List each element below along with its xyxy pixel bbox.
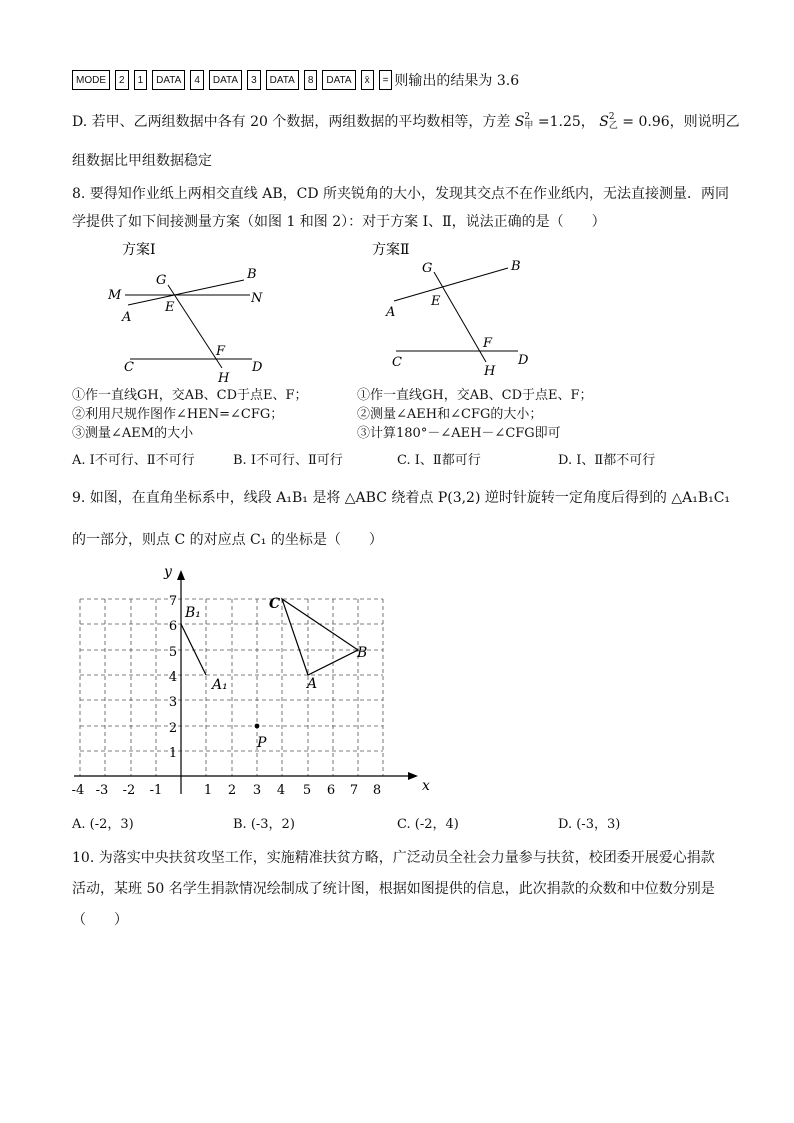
q9-stem-line2: 的一部分，则点 C 的对应点 C₁ 的坐标是（ ）	[72, 532, 383, 548]
calc-key: =	[379, 70, 393, 90]
label-e: E	[165, 300, 175, 315]
variance-value: = 0.96，则说明乙	[622, 114, 740, 130]
calc-key: DATA	[322, 70, 355, 90]
x-tick-label: 3	[252, 783, 262, 798]
option-text: 若甲、乙两组数据中各有 20 个数据，两组数据的平均数相等，方差	[91, 114, 511, 130]
calc-key: 1	[134, 70, 148, 90]
y-axis-label: y	[164, 564, 172, 580]
y-axis-arrow	[177, 570, 185, 580]
label-a: A	[307, 676, 318, 692]
plan2-step: ②测量∠AEH和∠CFG的大小；	[357, 407, 543, 422]
label-b: B	[247, 267, 257, 282]
line-gh	[434, 272, 486, 362]
y-tick-label: 1	[168, 746, 178, 761]
x-tick-label: 2	[227, 783, 237, 798]
label-a1: A₁	[212, 677, 228, 693]
calc-key: 4	[190, 70, 204, 90]
point-p	[255, 724, 260, 729]
label-d: D	[518, 353, 529, 368]
label-n: N	[251, 291, 263, 306]
x-tick-label: 8	[372, 783, 382, 798]
q7-option-d: D. 若甲、乙两组数据中各有 20 个数据，两组数据的平均数相等，方差 S 2 甲 =1.25， S 2 乙 = 0.96，则说明乙	[72, 112, 740, 131]
segment-a1b1	[181, 624, 206, 675]
y-tick-label: 5	[168, 645, 178, 660]
calc-key: 3	[247, 70, 261, 90]
label-c: C	[269, 596, 281, 612]
x-tick-label: -4	[71, 783, 85, 798]
label-a: A	[386, 305, 396, 320]
coordinate-graph	[60, 556, 450, 800]
line-ab	[128, 280, 244, 305]
label-a: A	[122, 310, 132, 325]
plan1-diagram	[100, 238, 290, 386]
q10-stem-line3: （ ）	[72, 912, 128, 928]
x-tick-label: 1	[203, 783, 213, 798]
plan1-step: ①作一直线GH，交AB、CD于点E、F；	[72, 388, 308, 403]
q9-option-d: D. (-3，3)	[558, 817, 621, 832]
label-h: H	[218, 371, 230, 386]
x-tick-label: 6	[326, 783, 336, 798]
plan1-steps	[72, 386, 308, 443]
triangle-abc	[282, 599, 358, 675]
plan2-step: ③计算180°－∠AEH－∠CFG即可	[357, 426, 561, 441]
y-tick-label: 7	[168, 594, 178, 609]
q8-option-b: B. Ⅰ不可行、Ⅱ可行	[233, 453, 343, 468]
calc-key: DATA	[152, 70, 185, 90]
plan2-diagram	[370, 238, 560, 386]
calc-key: MODE	[72, 70, 110, 90]
y-tick-label: 2	[168, 721, 178, 736]
grid-lines	[80, 599, 383, 776]
x-tick-label: 5	[302, 783, 312, 798]
plan1-title: 方案Ⅰ	[122, 242, 156, 258]
label-p: P	[257, 735, 267, 751]
subscript-jia: 甲	[524, 121, 534, 131]
variance-symbol: S	[514, 114, 525, 130]
label-g: G	[156, 273, 167, 288]
calc-result-text: 则输出的结果为 3.6	[394, 73, 520, 89]
q8-option-d: D. Ⅰ、Ⅱ都不可行	[558, 453, 656, 468]
x-tick-label: -3	[95, 783, 109, 798]
plan2-steps	[357, 386, 593, 443]
q8-stem-line2: 学提供了如下间接测量方案（如图 1 和图 2）：对于方案 Ⅰ、Ⅱ，说法正确的是（ ）	[72, 214, 606, 230]
q10-stem-line1: 10. 为落实中央扶贫攻坚工作，实施精准扶贫方略，广泛动员全社会力量参与扶贫，校团委开展爱心捐款	[72, 850, 715, 866]
label-h: H	[484, 364, 496, 379]
variance-value: =1.25，	[537, 114, 595, 130]
q9-stem-line1: 9. 如图，在直角坐标系中，线段 A₁B₁ 是将 △ABC 绕着点 P(3,2) 逆时针旋转一定角度后得到的 △A₁B₁C₁	[72, 490, 731, 506]
line-gh	[168, 285, 222, 368]
q9-option-b: B. (-3，2)	[233, 817, 295, 832]
label-b1: B₁	[185, 605, 201, 621]
calc-key: DATA	[209, 70, 242, 90]
calc-key: 8	[304, 70, 318, 90]
x-tick-label: -2	[122, 783, 136, 798]
label-e: E	[431, 294, 441, 309]
plan2-step: ①作一直线GH，交AB、CD于点E、F；	[357, 388, 593, 403]
q9-option-c: C. (-2，4)	[397, 817, 459, 832]
y-tick-label: 4	[168, 670, 178, 685]
x-tick-label: -1	[149, 783, 163, 798]
q10-stem-line2: 活动，某班 50 名学生捐款情况绘制成了统计图，根据如图提供的信息，此次捐款的众数和中位数分别是	[72, 881, 715, 897]
label-d: D	[252, 360, 263, 375]
x-axis-label: x	[422, 778, 430, 794]
y-tick-label: 3	[168, 695, 178, 710]
label-b: B	[357, 645, 368, 661]
label-b: B	[511, 259, 521, 274]
calc-key: x̄	[361, 70, 374, 90]
calc-key: 2	[115, 70, 129, 90]
label-f: F	[216, 344, 226, 359]
plan2-title: 方案Ⅱ	[372, 242, 410, 258]
x-axis-arrow	[408, 772, 418, 780]
q9-option-a: A. (-2，3)	[72, 817, 134, 832]
label-m: M	[108, 288, 122, 303]
y-tick-label: 6	[168, 619, 178, 634]
q8-option-a: A. Ⅰ不可行、Ⅱ不可行	[72, 453, 195, 468]
label-c: C	[392, 355, 402, 370]
label-f: F	[483, 336, 493, 351]
q8-option-c: C. Ⅰ、Ⅱ都可行	[397, 453, 481, 468]
plan1-step: ②利用尺规作图作∠HEN=∠CFG；	[72, 407, 284, 422]
calculator-key-sequence	[72, 70, 519, 90]
x-tick-label: 7	[349, 783, 359, 798]
q7-option-d-cont: 组数据比甲组数据稳定	[72, 153, 212, 169]
calc-key: DATA	[266, 70, 299, 90]
label-g: G	[422, 261, 433, 276]
q8-stem-line1: 8. 要得知作业纸上两相交直线 AB，CD 所夹锐角的大小，发现其交点不在作业纸内，无法直接测量．两同	[72, 186, 730, 202]
variance-symbol: S	[599, 114, 609, 130]
line-ab	[394, 268, 508, 301]
plan1-step: ③测量∠AEM的大小	[72, 426, 194, 441]
label-c: C	[124, 360, 134, 375]
x-tick-label: 4	[276, 783, 286, 798]
option-label: D.	[72, 114, 88, 130]
subscript-yi: 乙	[608, 121, 618, 131]
